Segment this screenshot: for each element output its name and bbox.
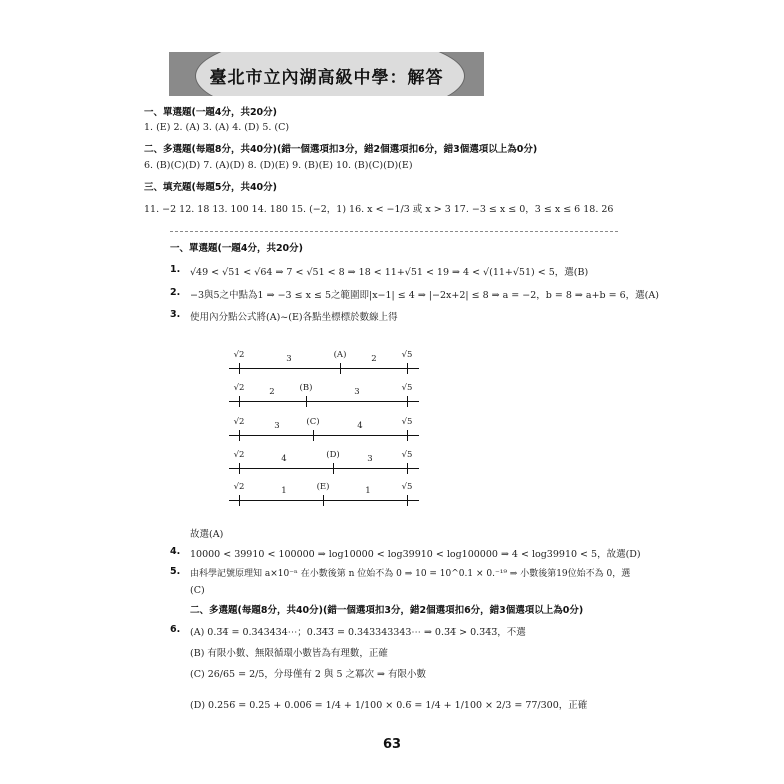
tick-right (407, 396, 408, 407)
page-number: 63 (382, 737, 402, 752)
q6-option-a: (A) 0.3̅4̅ = 0.343434⋯；0.3̅4̅3̅ = 0.343343343⋯ ⇒ 0.3̅4̅ > 0.3̅4̅3̅，不選 (190, 627, 526, 638)
label-point: (A) (333, 350, 347, 360)
summary-sec2-answers: 6. (B)(C)(D) 7. (A)(D) 8. (D)(E) 9. (B)(E) 10. (B)(C)(D)(E) (144, 160, 413, 171)
tick-right (407, 430, 408, 441)
label-sqrt5: √5 (401, 417, 413, 427)
number-line-c (229, 417, 419, 445)
summary-sec3-heading: 三、填充題(每題5分，共40分) (144, 182, 278, 193)
label-sqrt5: √5 (401, 450, 413, 460)
label-point: (E) (316, 482, 330, 492)
q5-solution: 由科學記號原理知 a×10⁻ⁿ 在小數後第 n 位始不為 0 ⇒ 10 = 10^0.1 × 0.⁻¹⁹ ⇒ 小數後第19位始不為 0，選 (190, 569, 631, 579)
label-sqrt2: √2 (233, 383, 245, 393)
axis-line (229, 401, 419, 402)
label-sqrt2: √2 (233, 350, 245, 360)
segment-ratio-2: 3 (367, 454, 373, 464)
tick-right (407, 363, 408, 374)
q4-number: 4. (170, 546, 181, 557)
solutions-sec1-heading: 一、單選題(一題4分，共20分) (170, 243, 304, 254)
page-title: 臺北市立內湖高級中學：解答 (209, 68, 444, 88)
title-banner (169, 52, 484, 96)
tick-left (239, 396, 240, 407)
q5-number: 5. (170, 566, 181, 577)
summary-sec2-heading: 二、多選題(每題8分，共40分)(錯一個選項扣3分，錯2個選項扣6分，錯3個選項以上為0分) (144, 144, 538, 155)
number-line-a (229, 350, 419, 378)
number-line-d (229, 450, 419, 478)
q6-option-d: (D) 0.256̅ = 0.25 + 0.006̅ = 1/4 + 1/100 × 0.6̅ = 1/4 + 1/100 × 2/3 = 77/300，正確 (190, 700, 588, 711)
axis-line (229, 368, 419, 369)
tick-right (407, 463, 408, 474)
label-sqrt5: √5 (401, 383, 413, 393)
q4-solution: 10000 < 39910 < 100000 ⇒ log10000 < log39910 < log100000 ⇒ 4 < log39910 < 5，故選(D) (190, 549, 641, 560)
tick-right (407, 495, 408, 506)
q1-solution: √49 < √51 < √64 ⇒ 7 < √51 < 8 ⇒ 18 < 11+√51 < 19 ⇒ 4 < √(11+√51) < 5，選(B) (190, 267, 589, 278)
label-point: (D) (326, 450, 340, 460)
segment-ratio-1: 2 (269, 387, 275, 397)
tick-point (313, 430, 314, 441)
tick-point (323, 495, 324, 506)
tick-point (340, 363, 341, 374)
tick-left (239, 430, 240, 441)
segment-ratio-2: 3 (354, 387, 360, 397)
label-sqrt2: √2 (233, 450, 245, 460)
tick-left (239, 463, 240, 474)
q3-conclusion: 故選(A) (190, 529, 224, 540)
q5-solution-cont: (C) (190, 585, 205, 596)
number-line-b (229, 383, 419, 411)
segment-ratio-2: 4 (357, 421, 363, 431)
segment-ratio-1: 1 (281, 486, 287, 496)
segment-ratio-2: 2 (371, 354, 377, 364)
solutions-sec2-heading: 二、多選題(每題8分，共40分)(錯一個選項扣3分，錯2個選項扣6分，錯3個選項以上為0分) (190, 605, 584, 616)
segment-ratio-1: 4 (281, 454, 287, 464)
tick-left (239, 363, 240, 374)
q6-number: 6. (170, 624, 181, 635)
q2-number: 2. (170, 287, 181, 298)
q3-number: 3. (170, 309, 181, 320)
q2-solution: −3與5之中點為1 ⇒ −3 ≤ x ≤ 5之範圍即|x−1| ≤ 4 ⇒ |−2x+2| ≤ 8 ⇒ a = −2，b = 8 ⇒ a+b = 6，選(A) (190, 290, 659, 301)
summary-sec1-answers: 1. (E) 2. (A) 3. (A) 4. (D) 5. (C) (144, 122, 290, 133)
axis-line (229, 435, 419, 436)
section-divider (170, 231, 618, 232)
label-sqrt2: √2 (233, 482, 245, 492)
tick-point (333, 463, 334, 474)
segment-ratio-1: 3 (274, 421, 280, 431)
label-sqrt2: √2 (233, 417, 245, 427)
label-point: (C) (306, 417, 320, 427)
q1-number: 1. (170, 264, 181, 275)
axis-line (229, 468, 419, 469)
label-sqrt5: √5 (401, 482, 413, 492)
label-point: (B) (299, 383, 313, 393)
segment-ratio-1: 3 (286, 354, 292, 364)
q6-option-b: (B) 有限小數、無限循環小數皆為有理數，正確 (190, 648, 388, 659)
tick-left (239, 495, 240, 506)
axis-line (229, 500, 419, 501)
q6-option-c: (C) 26/65 = 2/5，分母僅有 2 與 5 之冪次 ⇒ 有限小數 (190, 669, 427, 680)
tick-point (306, 396, 307, 407)
summary-sec3-answers: 11. −2 12. 18 13. 100 14. 180 15. (−2，1) 16. x < −1/3 或 x > 3 17. −3 ≤ x ≤ 0，3 ≤ x ≤ 6 18. 26 (144, 204, 614, 215)
summary-sec1-heading: 一、單選題(一題4分，共20分) (144, 107, 278, 118)
q3-solution: 使用內分點公式將(A)~(E)各點坐標標於數線上得 (190, 312, 398, 323)
label-sqrt5: √5 (401, 350, 413, 360)
number-line-e (229, 482, 419, 510)
segment-ratio-2: 1 (365, 486, 371, 496)
